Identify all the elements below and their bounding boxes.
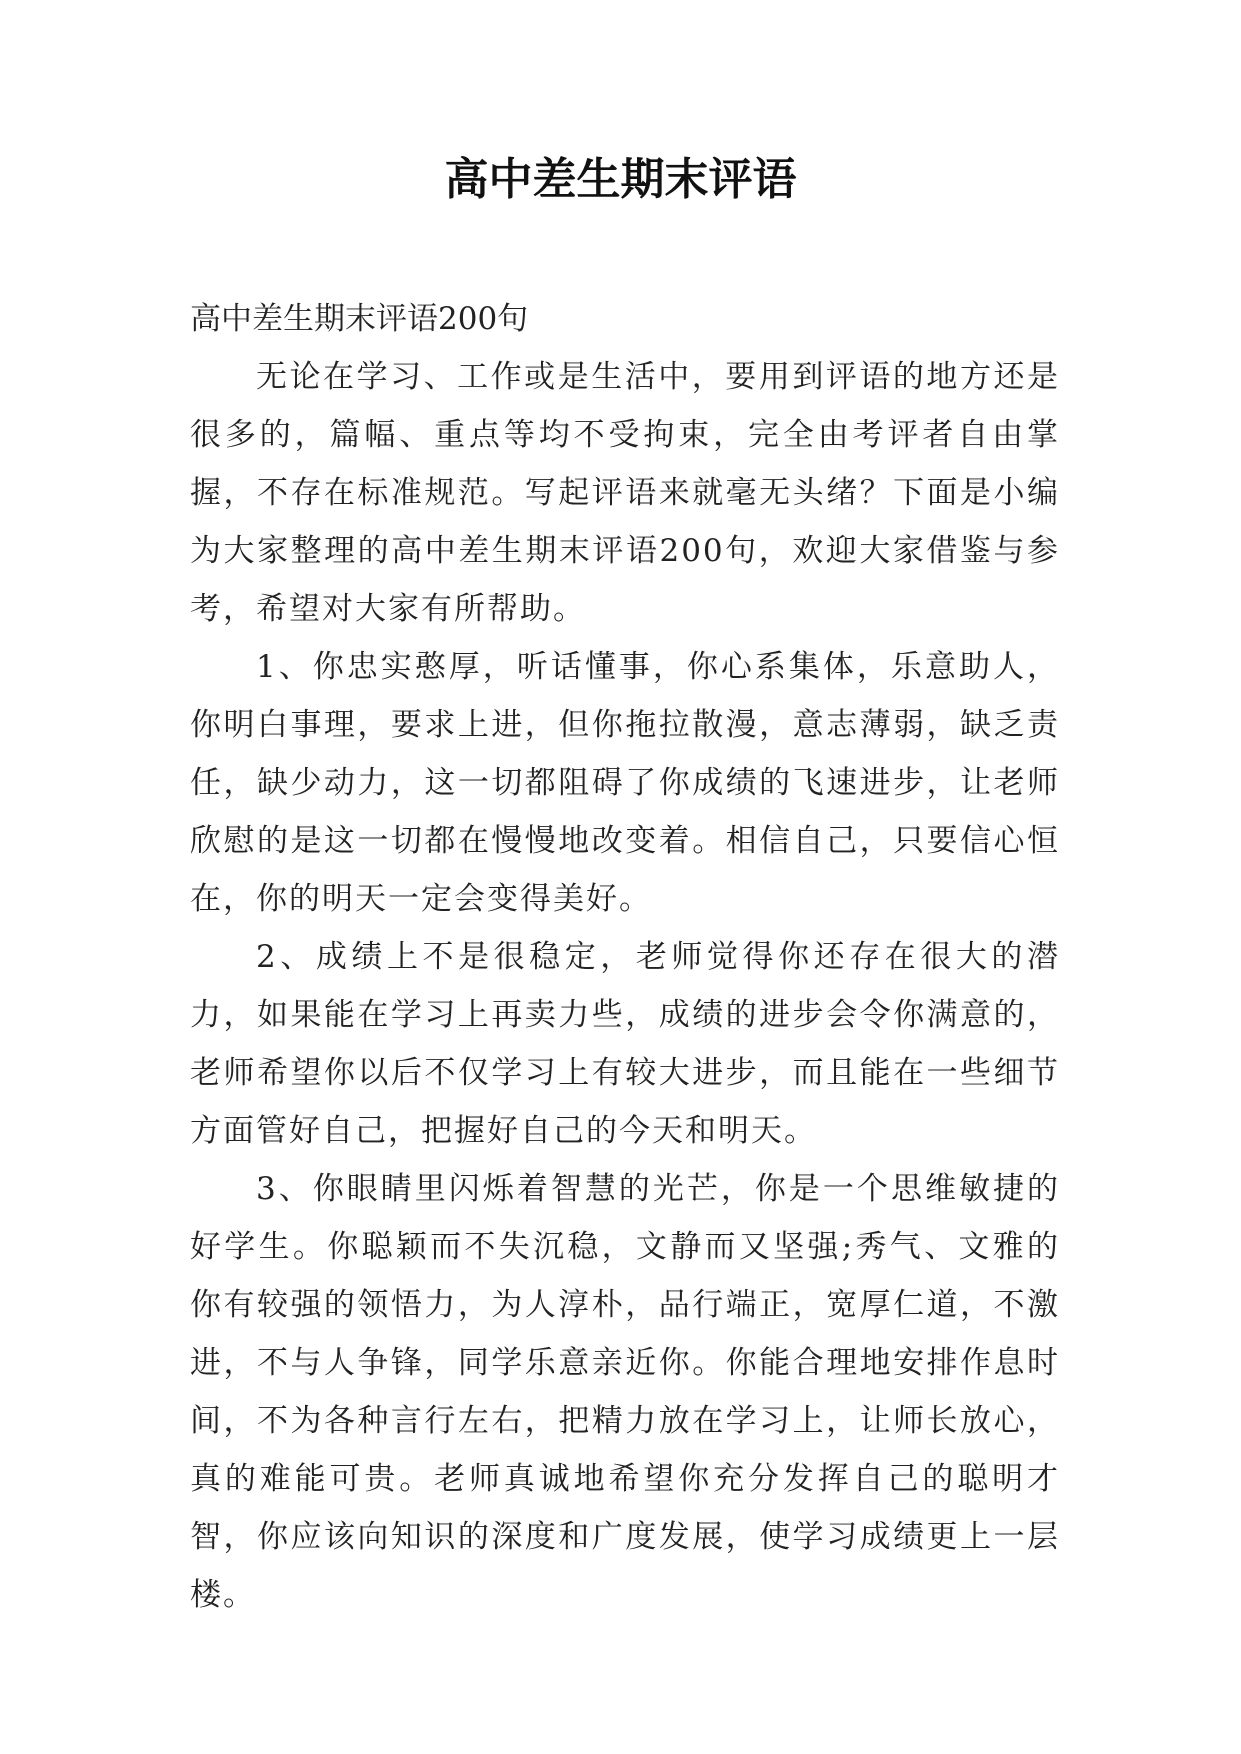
document-body	[190, 290, 1060, 1624]
document-subtitle: 高中差生期末评语200句	[190, 301, 529, 337]
comment-paragraph-1: 1、你忠实憨厚，听话懂事，你心系集体，乐意助人，你明白事理，要求上进，但你拖拉散漫，意志薄弱，缺乏责任，缺少动力，这一切都阻碍了你成绩的飞速进步，让老师欣慰的是这一切都在慢慢地改变着。相信自己，只要信心恒在，你的明天一定会变得美好。	[190, 649, 1060, 917]
comment-paragraph-2: 2、成绩上不是很稳定，老师觉得你还存在很大的潜力，如果能在学习上再卖力些，成绩的进步会令你满意的，老师希望你以后不仅学习上有较大进步，而且能在一些细节方面管好自己，把握好自己的今天和明天。	[190, 939, 1060, 1149]
comment-paragraph-3: 3、你眼睛里闪烁着智慧的光芒，你是一个思维敏捷的好学生。你聪颖而不失沉稳，文静而又坚强;秀气、文雅的你有较强的领悟力，为人淳朴，品行端正，宽厚仁道，不激进，不与人争锋，同学乐意亲近你。你能合理地安排作息时间，不为各种言行左右，把精力放在学习上，让师长放心，真的难能可贵。老师真诚地希望你充分发挥自己的聪明才智，你应该向知识的深度和广度发展，使学习成绩更上一层楼。	[190, 1171, 1060, 1613]
document-title: 高中差生期末评语	[444, 154, 797, 205]
intro-paragraph: 无论在学习、工作或是生活中，要用到评语的地方还是很多的，篇幅、重点等均不受拘束，完全由考评者自由掌握，不存在标准规范。写起评语来就毫无头绪？下面是小编为大家整理的高中差生期末评语200句，欢迎大家借鉴与参考，希望对大家有所帮助。	[190, 359, 1060, 627]
